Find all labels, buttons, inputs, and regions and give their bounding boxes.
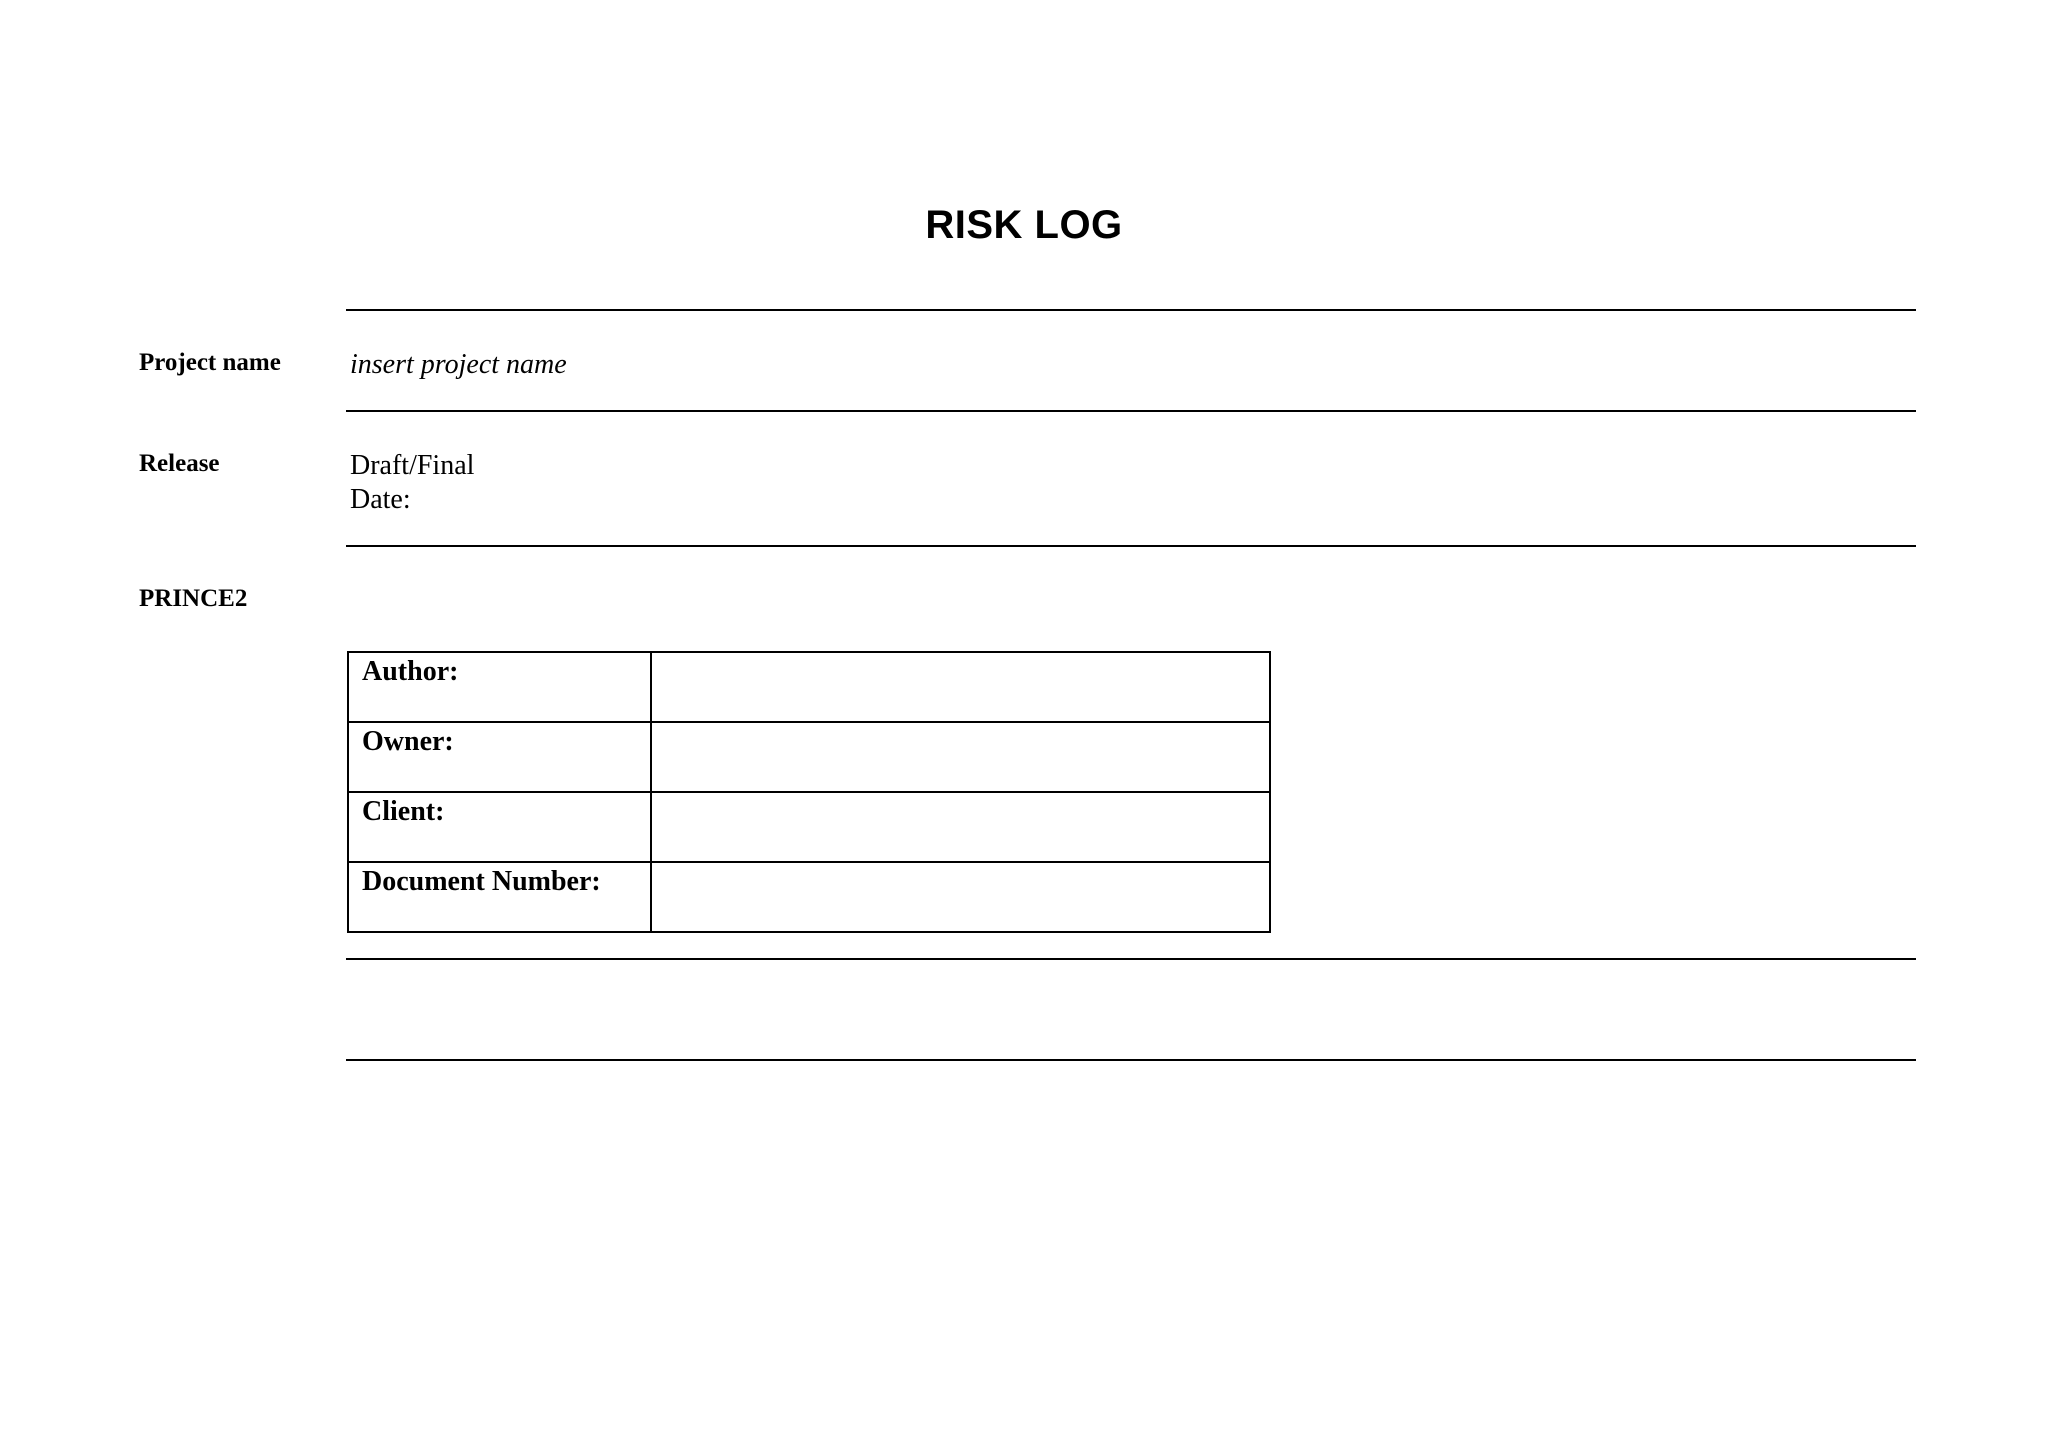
- author-label: Author:: [348, 652, 651, 722]
- divider-project: [346, 410, 1916, 412]
- divider-top: [346, 309, 1916, 311]
- document-title: RISK LOG: [925, 203, 1123, 247]
- table-row: [348, 862, 1270, 932]
- project-name-value: insert project name: [350, 349, 567, 380]
- project-name-label: Project name: [139, 349, 281, 376]
- divider-lower-2: [346, 1059, 1916, 1061]
- client-label: Client:: [348, 792, 651, 862]
- table-row: [348, 652, 1270, 722]
- document-number-label: Document Number:: [348, 862, 651, 932]
- table-row: [348, 792, 1270, 862]
- document-info-table: [347, 651, 1271, 933]
- divider-lower-1: [346, 958, 1916, 960]
- owner-label: Owner:: [348, 722, 651, 792]
- document-number-value: [651, 862, 1270, 932]
- owner-value: [651, 722, 1270, 792]
- release-date-value: Date:: [350, 484, 411, 515]
- release-label: Release: [139, 450, 220, 477]
- release-status-value: Draft/Final: [350, 450, 475, 481]
- client-value: [651, 792, 1270, 862]
- author-value: [651, 652, 1270, 722]
- prince2-label: PRINCE2: [139, 585, 248, 612]
- table-row: [348, 722, 1270, 792]
- divider-release: [346, 545, 1916, 547]
